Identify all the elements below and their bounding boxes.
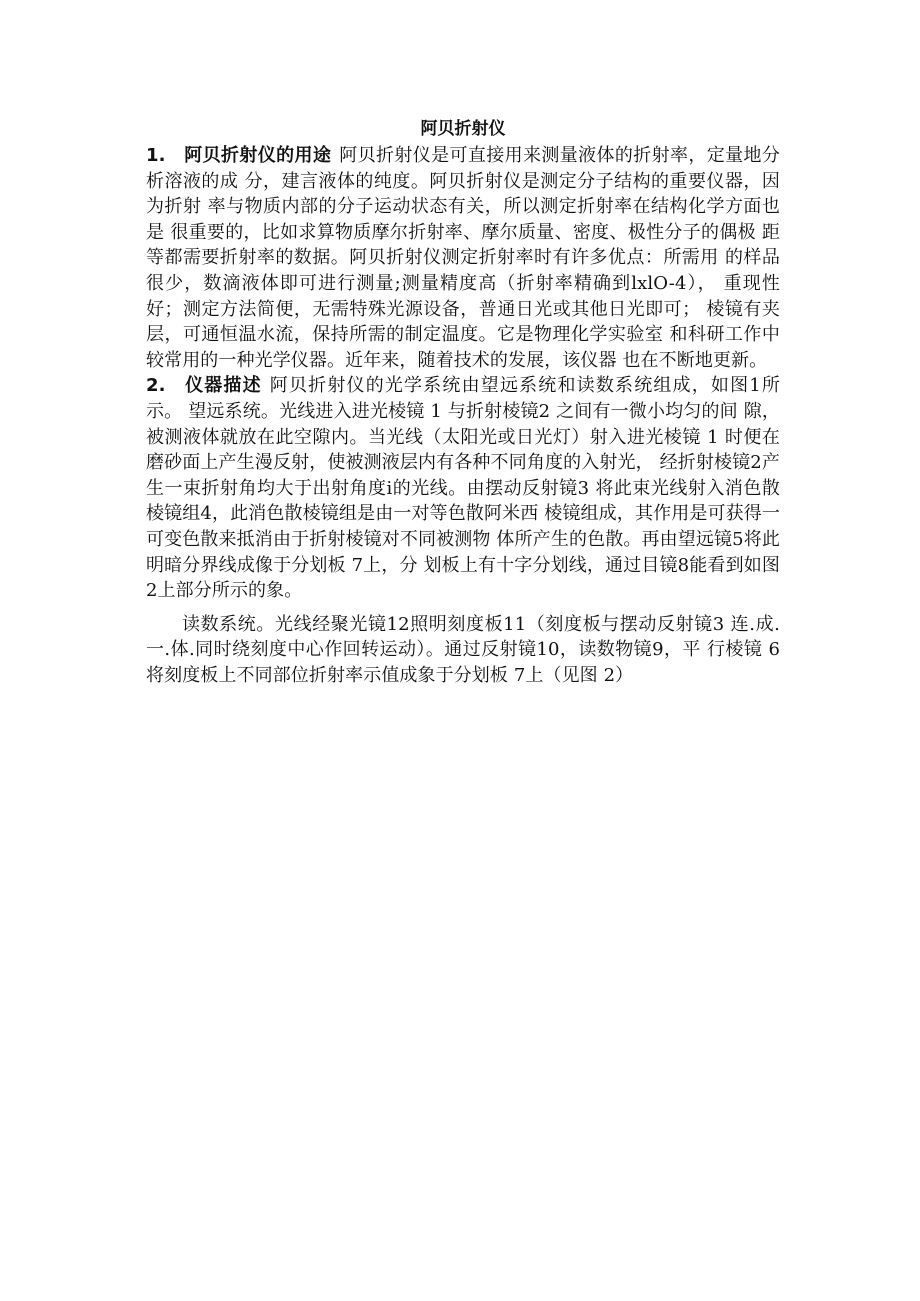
document-title: 阿贝折射仪: [420, 119, 506, 139]
section-2-heading: 仪器描述: [184, 375, 262, 397]
reading-system-paragraph: 读数系统。光线经聚光镜12照明刻度板11（刻度板与摆动反射镜3 连.成.一.体.同时绕刻度中心作回转运动）。通过反射镜10，读数物镜9，平 行棱镜 6 将刻度板上不同部位折射率示值成象于分划板 7上（见图 2）: [146, 613, 780, 686]
section-2-body: 阿贝折射仪的光学系统由望远系统和读数系统组成，如图1所示。 望远系统。光线进入进光棱镜 1 与折射棱镜2 之间有一微小均匀的间 隙，被测液体就放在此空隙内。当光线（太阳光或日光灯）射入进光棱镜 1 时便在磨砂面上产生漫反射，使被测液层内有各种不同角度的入射光， 经折射棱镜2产生一束折射角均大于出射角度i的光线。由摆动反射镜3 将此束光线射入消色散棱镜组4，此消色散棱镜组是由一对等色散阿米西 棱镜组成，其作用是可获得一可变色散来抵消由于折射棱镜对不同被测物 体所产生的色散。再由望远镜5将此明暗分界线成像于分划板 7上，分 划板上有十字分划线，通过目镜8能看到如图2上部分所示的象。: [146, 375, 780, 602]
section-1-number: 1.: [146, 145, 166, 166]
document-page: [146, 115, 780, 688]
section-2-number: 2.: [146, 375, 166, 397]
section-1-body: 阿贝折射仪是可直接用来测量液体的折射率，定量地分析溶液的成 分，建言液体的纯度。阿贝折射仪是测定分子结构的重要仪器，因为折射 率与物质内部的分子运动状态有关，所以测定折射率在结构化学方面也是 很重要的，比如求算物质摩尔折射率、摩尔质量、密度、极性分子的偶极 距等都需要折射率的数据。阿贝折射仪测定折射率时有许多优点：所需用 的样品很少，数滴液体即可进行测量;测量精度高（折射率精确到lxlO-4）， 重现性好；测定方法简便，无需特殊光源设备，普通日光或其他日光即可； 棱镜有夹层，可通恒温水流，保持所需的制定温度。它是物理化学实验室 和科研工作中较常用的一种光学仪器。近年来，随着技术的发展，该仪器 也在不断地更新。: [146, 145, 780, 371]
section-1-paragraph: [146, 143, 780, 373]
section-2-paragraph: [146, 373, 780, 603]
section-1-heading: 阿贝折射仪的用途: [184, 145, 332, 166]
